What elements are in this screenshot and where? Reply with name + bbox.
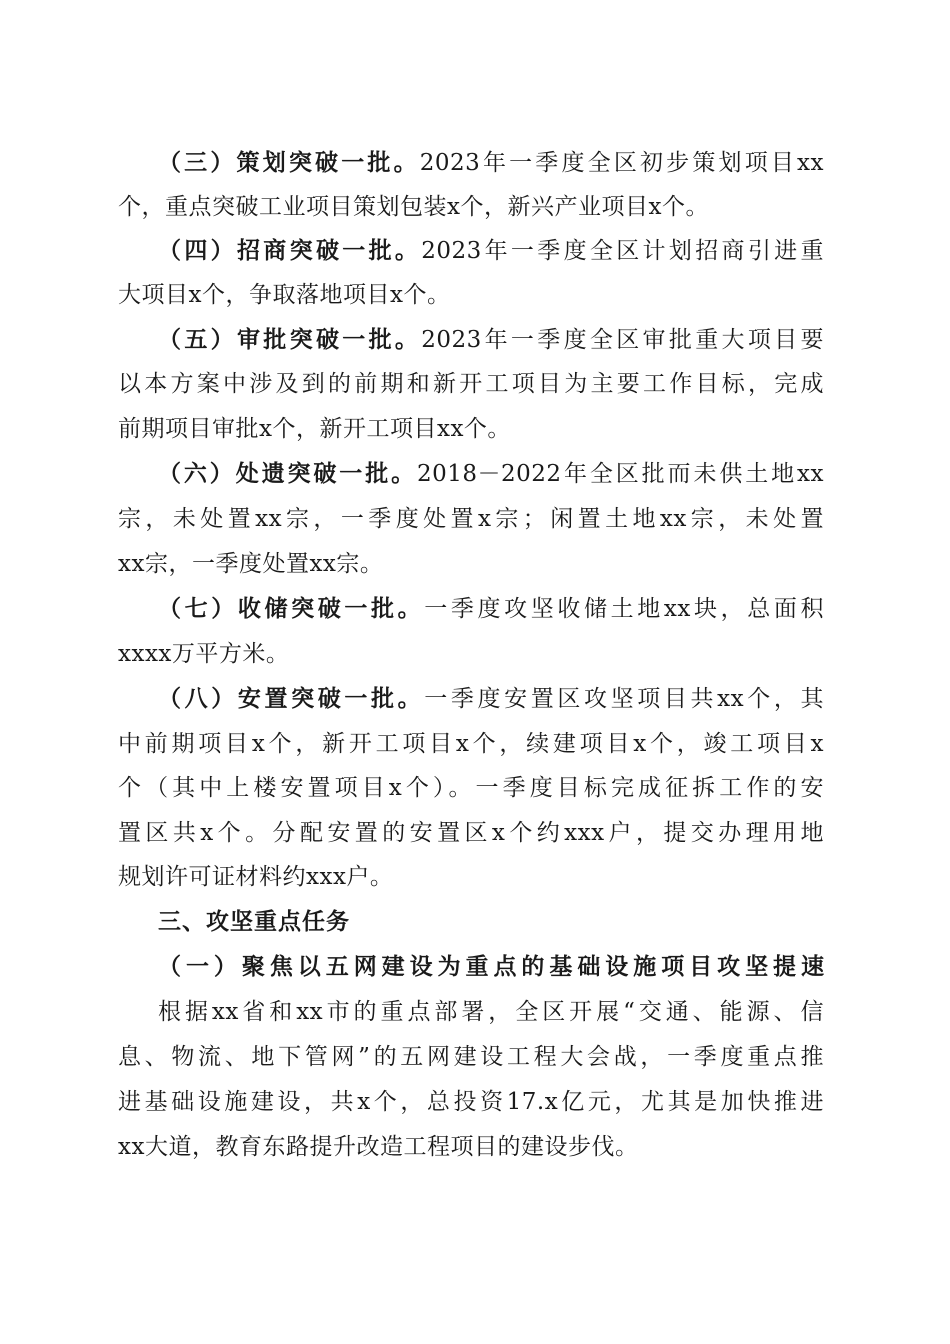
paragraph-s6-line-2: 宗，未处置xx宗，一季度处置x宗；闲置土地xx宗，未处置 — [118, 506, 824, 532]
paragraph-s3-line-1 — [158, 141, 824, 185]
subsection-heading: （一）聚焦以五网建设为重点的基础设施项目攻坚提速 — [158, 953, 824, 980]
paragraph-s8-line-4: 置区共x个。分配安置的安置区x个约xxx户，提交办理用地 — [118, 820, 824, 846]
s4-title: （四）招商突破一批。 — [158, 237, 422, 264]
paragraph-s4-line-1 — [158, 229, 824, 273]
paragraph-s6-line-1 — [158, 452, 824, 496]
paragraph-p1-line-2: 息、物流、地下管网”的五网建设工程大会战，一季度重点推 — [118, 1044, 824, 1070]
paragraph-s7-line-2: xxxx万平方米。 — [118, 641, 290, 667]
paragraph-s4-line-2: 大项目x个，争取落地项目x个。 — [118, 282, 451, 308]
s5-title: （五）审批突破一批。 — [158, 326, 422, 353]
paragraph-s5-line-2: 以本方案中涉及到的前期和新开工项目为主要工作目标，完成 — [118, 371, 824, 397]
s8-text-1: 一季度安置区攻坚项目共xx个，其 — [424, 686, 825, 712]
paragraph-s7-line-1 — [158, 587, 824, 631]
paragraph-s6-line-3: xx宗，一季度处置xx宗。 — [118, 551, 384, 577]
section-heading: 三、攻坚重点任务 — [158, 909, 350, 935]
s5-text-1: 2023年一季度全区审批重大项目要 — [421, 327, 824, 353]
s7-text-1: 一季度攻坚收储土地xx块，总面积 — [424, 596, 825, 622]
paragraph-s3-line-2: 个，重点突破工业项目策划包装x个，新兴产业项目x个。 — [118, 194, 709, 220]
s8-title: （八）安置突破一批。 — [158, 685, 425, 712]
s6-title: （六）处遗突破一批。 — [158, 460, 417, 487]
s3-text-1: 2023年一季度全区初步策划项目xx — [419, 150, 824, 176]
paragraph-s8-line-1 — [158, 677, 824, 721]
s4-text-1: 2023年一季度全区计划招商引进重 — [421, 238, 824, 264]
paragraph-p1-line-1: 根据xx省和xx市的重点部署，全区开展“交通、能源、信 — [158, 999, 824, 1025]
paragraph-s8-line-2: 中前期项目x个，新开工项目x个，续建项目x个，竣工项目x — [118, 731, 824, 757]
s3-title: （三）策划突破一批。 — [158, 149, 420, 176]
paragraph-s5-line-3: 前期项目审批x个，新开工项目xx个。 — [118, 416, 511, 442]
paragraph-p1-line-4: xx大道，教育东路提升改造工程项目的建设步伐。 — [118, 1134, 639, 1160]
s7-title: （七）收储突破一批。 — [158, 595, 425, 622]
paragraph-s5-line-1 — [158, 318, 824, 362]
paragraph-s8-line-3: 个（其中上楼安置项目x个）。一季度目标完成征拆工作的安 — [118, 775, 824, 801]
paragraph-p1-line-3: 进基础设施建设，共x个，总投资17.x亿元，尤其是加快推进 — [118, 1089, 824, 1115]
paragraph-s8-line-5: 规划许可证材料约xxx户。 — [118, 864, 394, 890]
s6-text-1: 2018－2022年全区批而未供土地xx — [417, 461, 825, 487]
